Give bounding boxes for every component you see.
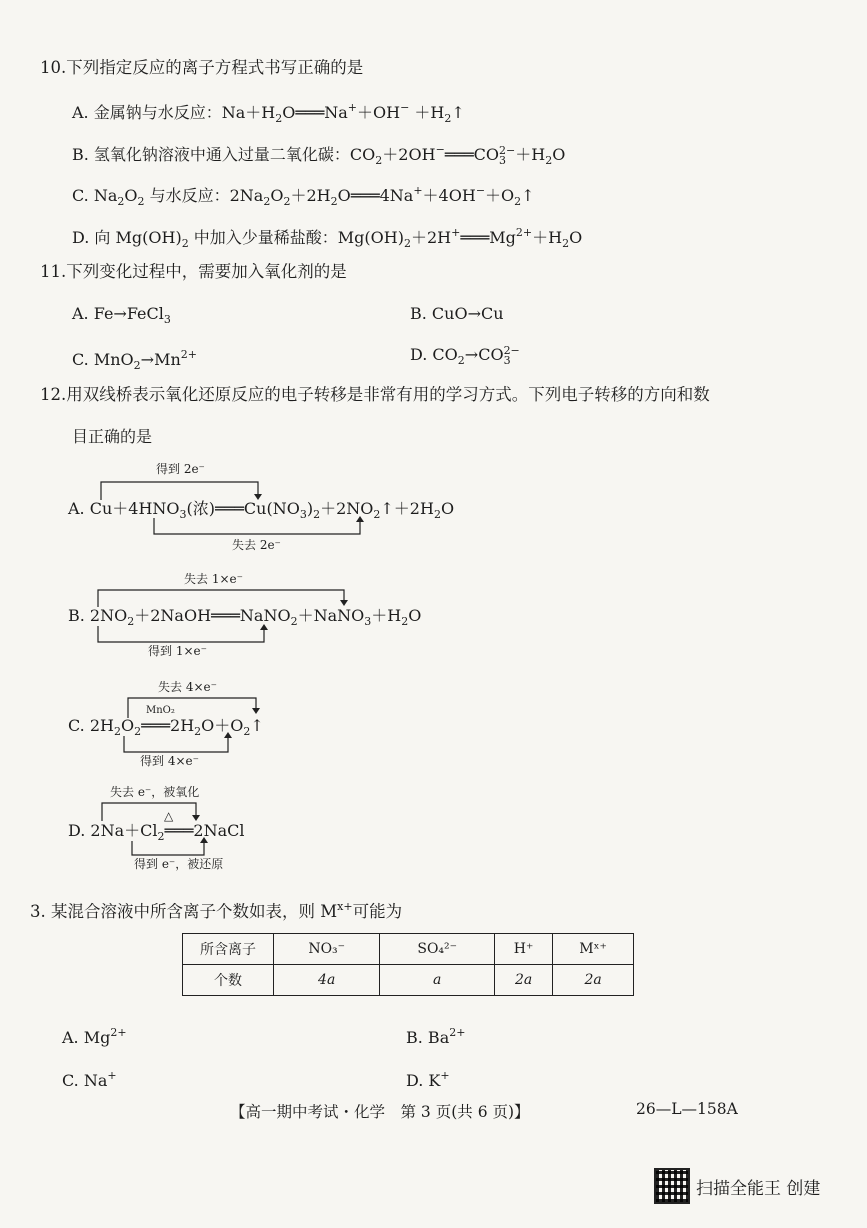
page-footer-code: 26—L—158A (636, 1100, 738, 1118)
bridge-label-bottom: 得到 1×e⁻ (148, 644, 207, 658)
q10-option-d[interactable]: D. 向 $Mg(OH)_2$ 中加入少量稀盐酸：$Mg(OH)_2+2H^+═══Mg^{2+}+H_2O$ (72, 226, 583, 250)
question-10-stem: 10.下列指定反应的离子方程式书写正确的是 (40, 58, 364, 77)
table-cell: Mˣ⁺ (553, 934, 634, 965)
heat-condition-icon: △ (164, 809, 174, 823)
question-12-stem-line1: 12.用双线桥表示氧化还原反应的电子转移是非常有用的学习方式。下列电子转移的方向和数 (40, 385, 710, 404)
table-cell: NO₃⁻ (274, 934, 380, 965)
scanner-text: 扫描全能王 创建 (696, 1178, 821, 1199)
question-13-stem: 3. 某混合溶液中所含离子个数如表，则 $M^{x+}$可能为 (30, 900, 403, 921)
table-cell: 所含离子 (183, 934, 274, 965)
bridge-label-bottom: 得到 4×e⁻ (140, 754, 199, 768)
table-cell: 个数 (183, 965, 274, 996)
q11-option-d[interactable]: D. $CO_2\to CO$ 2− 3 (410, 343, 520, 367)
bridge-label-bottom: 失去 2e⁻ (232, 538, 281, 552)
table-cell: a (380, 965, 495, 996)
table-cell: SO₄²⁻ (380, 934, 495, 965)
equation: D. $2Na+Cl_2═══2NaCl$ (68, 821, 245, 843)
q13-option-d[interactable]: D. K+ (406, 1069, 450, 1090)
equation: C. $2H_2O_2═══2H_2O+O_2↑$ (68, 716, 264, 738)
reaction-condition: MnO₂ (146, 705, 175, 716)
table-cell: 4a (274, 965, 380, 996)
qr-code-icon (654, 1168, 690, 1204)
q13-option-a[interactable]: A. $Mg^{2+}$ (62, 1026, 127, 1047)
table-row (183, 965, 634, 996)
table-cell: H⁺ (495, 934, 553, 965)
scanner-watermark (654, 1168, 820, 1204)
q12-option-d[interactable] (68, 785, 388, 875)
equation: A. $Cu+4HNO_3$(浓)$═══Cu(NO_3)_2+2NO_2↑+2H_2O$ (68, 499, 455, 521)
bridge-label-top: 失去 e⁻，被氧化 (110, 785, 200, 799)
table-cell: 2a (553, 965, 634, 996)
ion-count-table (182, 933, 634, 996)
page-footer-title: 【高一期中考试・化学 第 3 页(共 6 页)】 (230, 1103, 530, 1121)
q11-option-b[interactable]: B. CuO→Cu (410, 304, 504, 323)
q11-option-a[interactable]: A. Fe→FeCl$_3$ (72, 304, 171, 326)
q11-option-c[interactable]: C. $MnO_2\to Mn^{2+}$ (72, 348, 197, 372)
question-11-stem: 11.下列变化过程中，需要加入氧化剂的是 (40, 262, 347, 281)
table-cell: 2a (495, 965, 553, 996)
q10-option-a[interactable]: A. 金属钠与水反应：$Na+H_2O═══Na^++OH^-$ $+H_2↑$ (72, 101, 465, 125)
q10-option-b[interactable]: B. 氢氧化钠溶液中通入过量二氧化碳：$CO_2+2OH^-═══CO$ 2− 3 $+H_2O$ (72, 143, 566, 167)
table-row (183, 934, 634, 965)
bridge-label-bottom: 得到 e⁻，被还原 (134, 857, 224, 871)
bridge-label-top: 得到 2e⁻ (156, 462, 205, 476)
question-12-stem-line2: 目正确的是 (72, 427, 153, 446)
equation: B. $2NO_2+2NaOH═══NaNO_2+NaNO_3+H_2O$ (68, 606, 422, 628)
q12-option-b[interactable] (68, 572, 488, 662)
q10-option-c[interactable]: C. $Na_2O_2$ 与水反应：$2Na_2O_2+2H_2O═══4Na^++4OH^-+O_2↑$ (72, 184, 535, 208)
q12-option-c[interactable] (68, 680, 388, 770)
bridge-label-top: 失去 4×e⁻ (158, 680, 217, 694)
q12-option-a[interactable] (68, 462, 488, 557)
q13-option-b[interactable]: B. $Ba^{2+}$ (406, 1026, 466, 1047)
bridge-label-top: 失去 1×e⁻ (184, 572, 243, 586)
q13-option-c[interactable]: C. Na+ (62, 1069, 117, 1090)
